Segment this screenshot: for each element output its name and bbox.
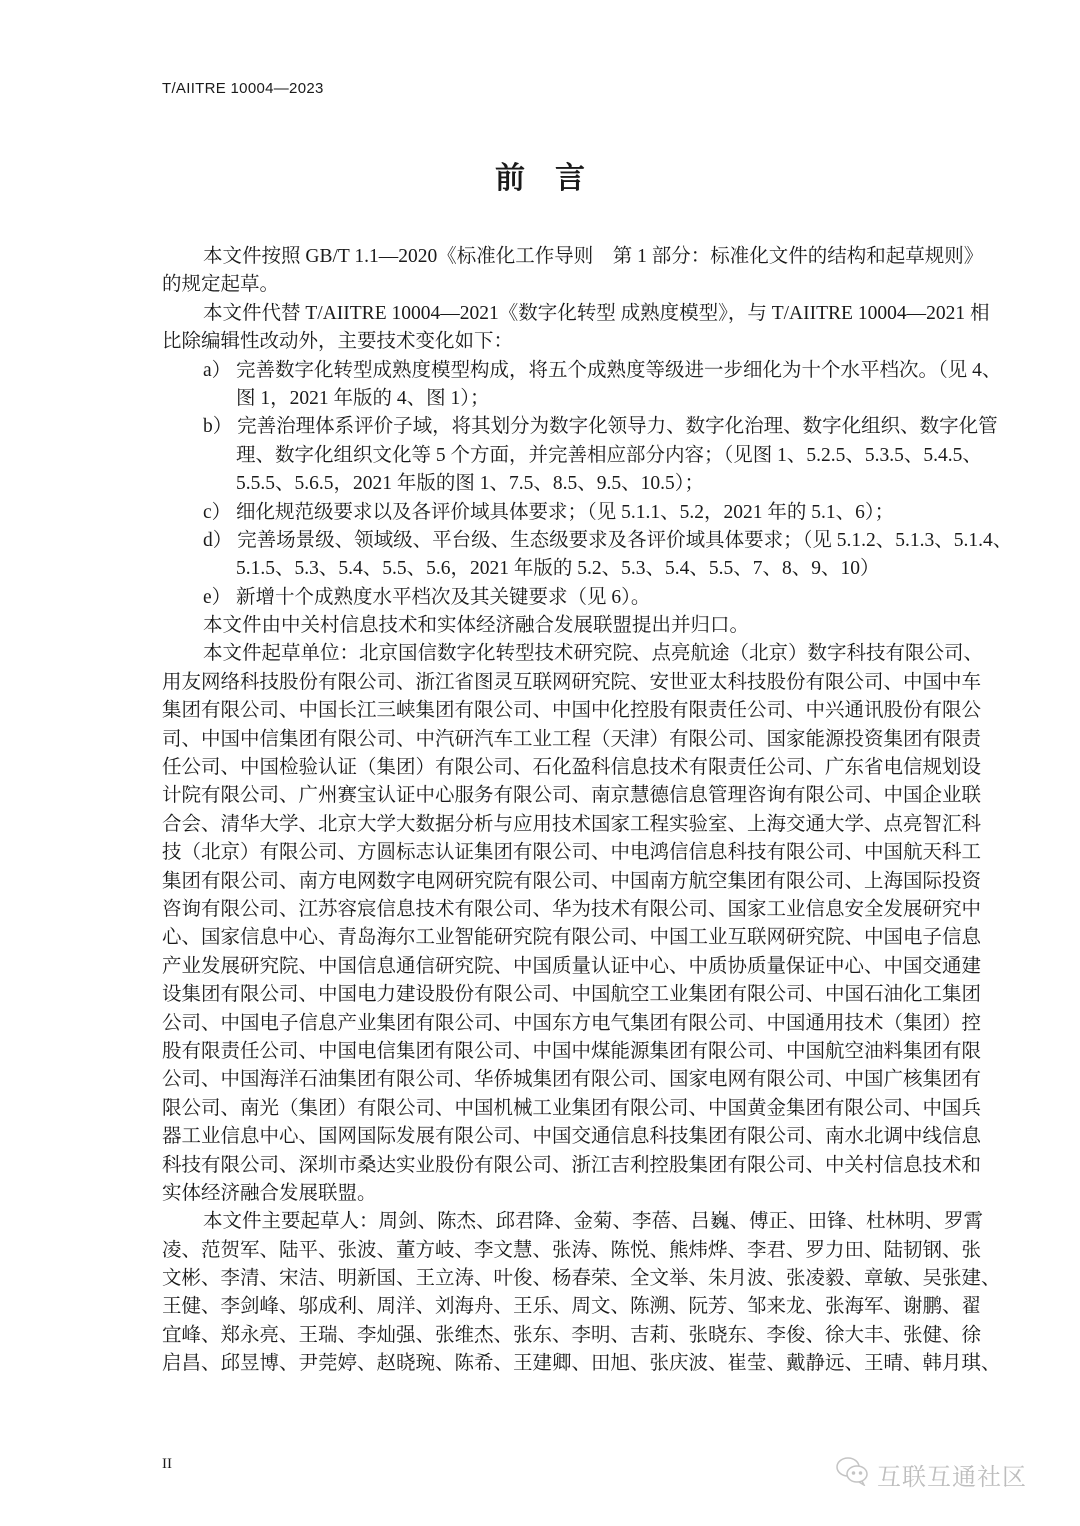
text-line: 任公司、中国检验认证（集团）有限公司、石化盈科信息技术有限责任公司、广东省电信规划设 [162, 757, 982, 779]
text-line: 计院有限公司、广州赛宝认证中心服务有限公司、南京慧德信息管理咨询有限公司、中国企业联 [162, 785, 982, 807]
text-line: 股有限责任公司、中国电信集团有限公司、中国中煤能源集团有限公司、中国航空油料集团有限 [162, 1040, 982, 1062]
text-line: 设集团有限公司、中国电力建设股份有限公司、中国航空工业集团有限公司、中国石油化工集团 [162, 984, 982, 1006]
paragraph [162, 300, 990, 357]
list-item [162, 413, 998, 498]
text-line: 启昌、邱昱博、尹莞婷、赵晓琬、陈希、王建卿、田旭、张庆波、崔莹、戴静远、王晴、韩月琪、 [162, 1353, 1001, 1375]
logo [835, 1456, 1027, 1493]
text-line: 司、中国中信集团有限公司、中汽研汽车工业工程（天津）有限公司、国家能源投资集团有限责 [162, 728, 982, 750]
text-line: 集团有限公司、中国长江三峡集团有限公司、中国中化控股有限责任公司、中兴通讯股份有限公 [162, 700, 982, 722]
text-line: 合会、清华大学、北京大学大数据分析与应用技术国家工程实验室、上海交通大学、点亮智汇科 [162, 813, 982, 835]
text-line: 本文件代替 T/AIITRE 10004—2021《数字化转型 成熟度模型》，与 T/AIITRE 10004—2021 相 [203, 302, 990, 324]
text-line: 器工业信息中心、国网国际发展有限公司、中国交通信息科技集团有限公司、南水北调中线信息 [162, 1126, 982, 1148]
text-line: 本文件按照 GB/T 1.1—2020《标准化工作导则 第 1 部分：标准化文件的结构和起草规则》 [203, 246, 984, 267]
text-line: 技（北京）有限公司、方圆标志认证集团有限公司、中电鸿信信息科技有限公司、中国航天科工 [162, 842, 982, 864]
wechat-icon [835, 1456, 869, 1493]
text-line: 咨询有限公司、江苏容宸信息技术有限公司、华为技术有限公司、国家工业信息安全发展研究中 [162, 898, 982, 920]
text-line: 公司、中国海洋石油集团有限公司、华侨城集团有限公司、国家电网有限公司、中国广核集团有 [162, 1069, 982, 1091]
list-item [162, 527, 1013, 584]
text-line: 比除编辑性改动外，主要技术变化如下： [162, 331, 514, 353]
paragraph [162, 1208, 1001, 1378]
paragraph [162, 640, 984, 1208]
text-line: 宜峰、郑永亮、王瑞、李灿强、张维杰、张东、李明、吉莉、张晓东、李俊、徐大丰、张健、徐 [162, 1324, 982, 1346]
paragraph [162, 243, 984, 300]
text-line: 图 1，2021 年版的 4、图 1）； [236, 387, 490, 409]
page-number: II [162, 1456, 172, 1472]
list-item [162, 499, 968, 527]
text-line: 凌、范贺军、陆平、张波、董方岐、李文慧、张涛、陈悦、熊炜烨、李君、罗力田、陆韧钢、张 [162, 1239, 982, 1261]
text-line: 科技有限公司、深圳市桑达实业股份有限公司、浙江吉利控股集团有限公司、中关村信息技术和 [162, 1154, 982, 1176]
text-line: 产业发展研究院、中国信息通信研究院、中国质量认证中心、中质协质量保证中心、中国交通建 [162, 955, 982, 977]
text-line: 公司、中国电子信息产业集团有限公司、中国东方电气集团有限公司、中国通用技术（集团）控 [162, 1012, 982, 1034]
text-line: e） 新增十个成熟度水平档次及其关键要求（见 6）。 [203, 586, 651, 608]
text-line: 理、数字化组织文化等 5 个方面，并完善相应部分内容；（见图 1、5.2.5、5.3.5、5.4.5、 [236, 444, 982, 466]
text-line: a） 完善数字化转型成熟度模型构成，将五个成熟度等级进一步细化为十个水平档次。（见 4、 [203, 359, 1002, 381]
text-line: 用友网络科技股份有限公司、浙江省图灵互联网研究院、安世亚太科技股份有限公司、中国中车 [162, 671, 982, 693]
text-line: 集团有限公司、南方电网数字电网研究院有限公司、中国南方航空集团有限公司、上海国际投资 [162, 870, 982, 892]
text-line: 心、国家信息中心、青岛海尔工业智能研究院有限公司、中国工业互联网研究院、中国电子信息 [162, 927, 982, 949]
text-line: 5.5.5、5.6.5，2021 年版的图 1、7.5、8.5、9.5、10.5）； [236, 473, 705, 495]
text-line: 本文件起草单位：北京国信数字化转型技术研究院、点亮航途（北京）数字科技有限公司、 [203, 643, 984, 665]
list-item [162, 584, 968, 612]
paragraph [162, 612, 968, 640]
text-line: 王健、李剑峰、邬成利、周洋、刘海舟、王乐、周文、陈溯、阮芳、邹来龙、张海军、谢鹏、翟 [162, 1296, 982, 1318]
text-line: d） 完善场景级、领域级、平台级、生态级要求及各评价域具体要求；（见 5.1.2、5.1.3、5.1.4、 [203, 529, 1013, 551]
text-line: 限公司、南光（集团）有限公司、中国机械工业集团有限公司、中国黄金集团有限公司、中国兵 [162, 1097, 982, 1119]
text-line: 5.1.5、5.3、5.4、5.5、5.6，2021 年版的 5.2、5.3、5.4、5.5、7、8、9、10） [236, 558, 880, 580]
text-line: b） 完善治理体系评价子域，将其划分为数字化领导力、数字化治理、数字化组织、数字化管 [203, 416, 998, 438]
text-line: 本文件主要起草人：周剑、陈杰、邱君降、金菊、李蓓、吕巍、傅正、田锋、杜林明、罗霄 [203, 1211, 984, 1233]
text-line: 实体经济融合发展联盟。 [162, 1182, 377, 1204]
text-line: 文彬、李清、宋洁、明新国、王立涛、叶俊、杨春荣、全文举、朱月波、张凌毅、章敏、吴张建、 [162, 1268, 1001, 1290]
text-line: 本文件由中关村信息技术和实体经济融合发展联盟提出并归口。 [203, 615, 750, 637]
logo-text: 互联互通社区 [877, 1464, 1027, 1491]
list-item [162, 357, 1002, 414]
text-line: c） 细化规范级要求以及各评价域具体要求；（见 5.1.1、5.2，2021 年的 5.1、6）； [203, 501, 895, 523]
document-body [162, 243, 1013, 1379]
document-number: T/AIITRE 10004—2023 [162, 80, 324, 97]
text-line: 的规定起草。 [162, 274, 280, 296]
page-title: 前 言 [495, 162, 585, 195]
